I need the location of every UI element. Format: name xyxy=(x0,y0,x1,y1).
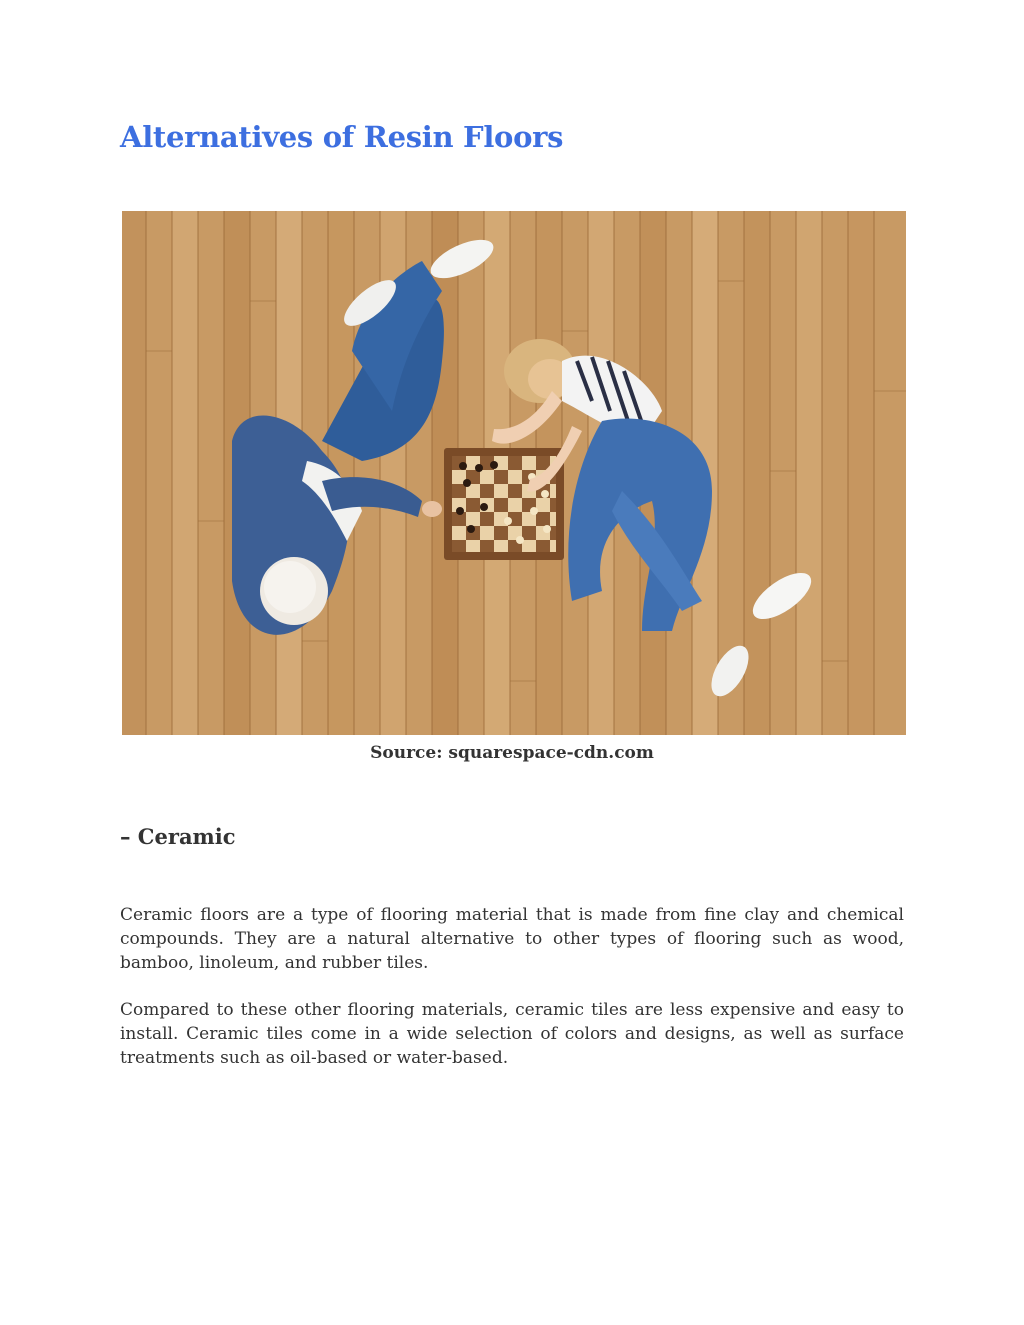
section-heading: – Ceramic xyxy=(120,824,236,849)
photo-chess-on-wood-floor xyxy=(122,211,906,735)
figure-caption: Source: squarespace-cdn.com xyxy=(370,743,654,763)
paragraph: Compared to these other flooring materials, ceramic tiles are less expensive and easy to install. Ceramic tiles come in a wide selection of colors and designs, as well as surface treatments such as oil-based or water-based. xyxy=(120,1000,904,1068)
paragraph: Ceramic floors are a type of flooring material that is made from fine clay and chemical compounds. They are a natural alternative to other types of flooring such as wood, bamboo, linoleum, and rubber tiles. xyxy=(120,905,904,973)
chessboard xyxy=(444,448,564,560)
page-title: Alternatives of Resin Floors xyxy=(120,120,564,154)
